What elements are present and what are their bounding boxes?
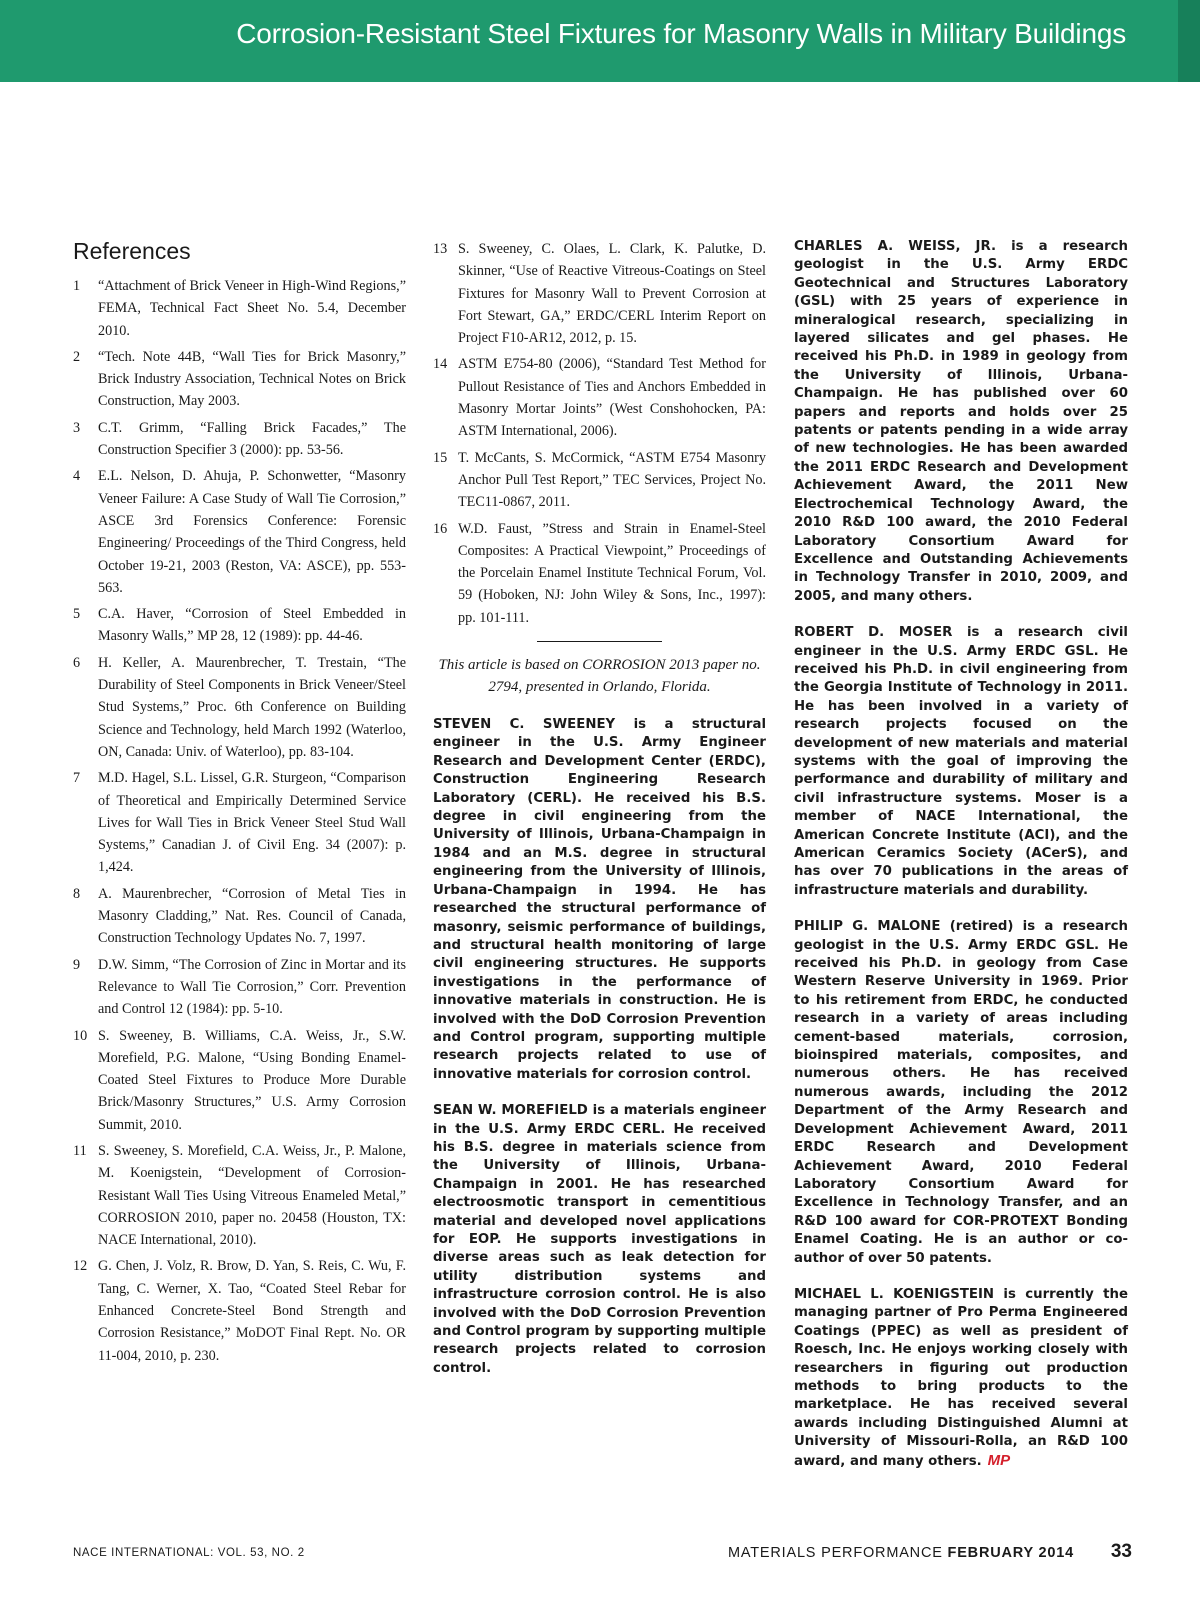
reference-item bbox=[73, 1255, 406, 1366]
author-bio-text: is currently the managing partner of Pro Perma Engineered Coatings (PPEC) as well as president of Roesch, Inc. He enjoys working closely with researchers in figuring out production methods to bring products to the marketplace. He has received several awards including Distinguished Alumni at University of Missouri-Rolla, an R&D 100 award, and many others. bbox=[794, 1286, 1128, 1469]
author-bio-text: is a materials engineer in the U.S. Army ERDC CERL. He received his B.S. degree in materials science from the University of Illinois, Urbana-Champaign in 2001. He has researched electroosmotic transport in cementitious material and developed novel applications for EOP. He supports investigations in diverse areas such as leak detection for utility distribution systems and infrastructure corrosion control. He is also involved with the DoD Corrosion Prevention and Control program by supporting multiple research projects related to corrosion control. bbox=[433, 1103, 766, 1376]
author-name: CHARLES A. WEISS, JR. bbox=[794, 239, 997, 254]
section-divider bbox=[537, 641, 662, 642]
author-name: ROBERT D. MOSER bbox=[794, 625, 953, 641]
reference-number: 8 bbox=[73, 885, 81, 902]
reference-list-part-1 bbox=[73, 275, 406, 1367]
reference-text: ASTM E754-80 (2006), “Standard Test Method for Pullout Resistance of Ties and Anchors Embedded in Masonry Mortar Joints” (West Conshohocken, PA: ASTM International, 2006). bbox=[458, 356, 766, 440]
author-bio bbox=[433, 716, 766, 1084]
references-column-2 bbox=[433, 238, 766, 1396]
reference-item bbox=[433, 518, 766, 629]
author-bio bbox=[794, 918, 1128, 1268]
reference-text: “Tech. Note 44B, “Wall Ties for Brick Masonry,” Brick Industry Association, Technical Notes on Brick Construction, May 2003. bbox=[98, 348, 406, 410]
footer-magazine-name: MATERIALS PERFORMANCE bbox=[727, 1545, 943, 1561]
reference-number: 7 bbox=[73, 770, 81, 787]
reference-number: 3 bbox=[73, 419, 81, 436]
author-bio-text: is a research civil engineer in the U.S. Army ERDC GSL. He received his Ph.D. in civil engineering from the Georgia Institute of Technology in 2011. He has been involved in a variety of research projects focused on the development of new materials and material systems with the goal of improving the performance and durability of military and civil infrastructure systems. Moser is a member of NACE International, the American Concrete Institute (ACI), and the American Ceramics Society (ACerS), and has over 70 publications in the areas of infrastructure materials and durability. bbox=[794, 625, 1128, 898]
reference-text: W.D. Faust, ”Stress and Strain in Enamel-Steel Composites: A Practical Viewpoint,” Proceedings of the Porcelain Enamel Institute Technical Forum, Vol. 59 (Hoboken, NJ: John Wiley & Sons, Inc., 1997): pp. 101-111. bbox=[458, 520, 766, 626]
reference-item bbox=[73, 883, 406, 950]
article-note: This article is based on CORROSION 2013 paper no. 2794, presented in Orlando, Florida. bbox=[438, 657, 761, 696]
reference-item bbox=[73, 767, 406, 878]
author-bio-text: is a structural engineer in the U.S. Army Engineer Research and Development Center (ERDC), Construction Engineering Research Laboratory (CERL). He received his B.S. degree in civil engineering from the University of Illinois, Urbana-Champaign in 1984 and an M.S. degree in structural engineering from the University of Illinois, Urbana-Champaign in 1994. He has researched the structural performance of masonry, seismic performance of buildings, and structural health monitoring of large civil engineering structures. He supports investigations in the performance of innovative materials in construction. He is involved with the DoD Corrosion Prevention and Control program, supporting multiple research projects related to use of innovative materials for corrosion control. bbox=[433, 717, 767, 1082]
reference-number: 1 bbox=[73, 278, 81, 294]
banner-edge bbox=[1178, 0, 1200, 82]
footer-issue bbox=[728, 1545, 1074, 1561]
author-bio-text: (retired) is a research geologist in the U.S. Army ERDC GSL. He received his Ph.D. in geology from Case Western Reserve University in 1969. Prior to his retirement from ERDC, he conducted research in a variety of areas including cement-based materials, corrosion, bioinspired materials, composites, and numerous others. He has received numerous awards, including the 2012 Department of the Army Research and Development Achievement Award, 2011 ERDC Research and Development Achievement Award, 2010 Federal Laboratory Consortium Award for Excellence in Technology Transfer, and an R&D 100 award for COR-PROTEXT Bonding Enamel Coating. He is an author or co-author of over 50 patents. bbox=[794, 919, 1128, 1266]
author-bios-column bbox=[794, 238, 1128, 1489]
reference-text: S. Sweeney, C. Olaes, L. Clark, K. Palutke, D. Skinner, “Use of Reactive Vitreous-Coatings on Steel Fixtures for Masonry Wall to Prevent Corrosion at Fort Stewart, GA,” ERDC/CERL Interim Report on Project F10-AR12, 2012, p. 15. bbox=[458, 241, 766, 347]
reference-text: T. McCants, S. McCormick, “ASTM E754 Masonry Anchor Pull Test Report,” TEC Services, Project No. TEC11-0867, 2011. bbox=[458, 449, 766, 511]
reference-item bbox=[73, 954, 406, 1021]
reference-text: E.L. Nelson, D. Ahuja, P. Schonwetter, “Masonry Veneer Failure: A Case Study of Wall Tie Corrosion,” ASCE 3rd Forensics Conference: Forensic Engineering/ Proceedings of the Third Congress, held October 19-21, 2003 (Reston, VA: ASCE), pp. 553-563. bbox=[98, 468, 406, 596]
reference-number: 4 bbox=[73, 468, 81, 485]
reference-number: 6 bbox=[73, 654, 81, 671]
reference-item bbox=[433, 447, 766, 514]
reference-item bbox=[73, 1140, 406, 1251]
reference-item bbox=[73, 346, 406, 413]
reference-item bbox=[73, 603, 406, 648]
reference-item bbox=[433, 353, 766, 442]
reference-item bbox=[433, 238, 766, 349]
reference-list-part-2 bbox=[433, 238, 766, 629]
reference-number: 11 bbox=[73, 1142, 87, 1159]
page-number: 33 bbox=[1110, 1541, 1132, 1562]
reference-number: 14 bbox=[433, 356, 448, 373]
reference-number: 13 bbox=[433, 241, 448, 257]
reference-item bbox=[73, 1025, 406, 1136]
reference-text: H. Keller, A. Maurenbrecher, T. Trestain, “The Durability of Steel Components in Brick Veneer/Steel Stud Systems,” Proc. 6th Conference on Building Science and Technology, held March 1992 (Waterloo, ON, Canada: Univ. of Waterloo), pp. 83-104. bbox=[98, 654, 406, 760]
author-name: STEVEN C. SWEENEY bbox=[433, 717, 616, 733]
author-bios-part-2 bbox=[794, 238, 1128, 1471]
reference-text: A. Maurenbrecher, “Corrosion of Metal Ties in Masonry Cladding,” Nat. Res. Council of Canada, Construction Technology Updates No. 7, 1997. bbox=[98, 885, 406, 947]
reference-number: 12 bbox=[73, 1258, 88, 1275]
reference-text: “Attachment of Brick Veneer in High-Wind Regions,” FEMA, Technical Fact Sheet No. 5.4, December 2010. bbox=[98, 278, 406, 339]
reference-text: S. Sweeney, S. Morefield, C.A. Weiss, Jr., P. Malone, M. Koenigstein, “Development of Corrosion-Resistant Wall Ties Using Vitreous Enameled Metal,” CORROSION 2010, paper no. 20458 (Houston, TX: NACE International, 2010). bbox=[98, 1142, 406, 1249]
reference-number: 2 bbox=[73, 348, 81, 365]
reference-text: M.D. Hagel, S.L. Lissel, G.R. Sturgeon, “Comparison of Theoretical and Empirically Determined Service Lives for Wall Ties in Brick Veneer Steel Stud Wall Systems,” Canadian J. of Civil Eng. 34 (2007): p. 1,424. bbox=[98, 770, 406, 876]
reference-text: C.T. Grimm, “Falling Brick Facades,” The Construction Specifier 3 (2000): pp. 53-56. bbox=[98, 419, 406, 459]
reference-text: C.A. Haver, “Corrosion of Steel Embedded in Masonry Walls,” MP 28, 12 (1989): pp. 44-46. bbox=[98, 606, 406, 645]
reference-number: 10 bbox=[73, 1027, 88, 1044]
reference-item bbox=[73, 465, 406, 599]
author-bio bbox=[794, 238, 1128, 606]
author-bios-part-1 bbox=[433, 716, 766, 1378]
reference-number: 16 bbox=[433, 520, 448, 537]
reference-text: S. Sweeney, B. Williams, C.A. Weiss, Jr., S.W. Morefield, P.G. Malone, “Using Bonding Enamel-Coated Steel Fixtures to Produce More Durable Brick/Masonry Structures,” U.S. Army Corrosion Summit, 2010. bbox=[98, 1027, 406, 1133]
author-name: MICHAEL L. KOENIGSTEIN bbox=[794, 1286, 995, 1302]
article-running-title: Corrosion-Resistant Steel Fixtures for Masonry Walls in Military Buildings bbox=[236, 18, 1126, 49]
header-banner bbox=[0, 0, 1200, 82]
reference-item bbox=[73, 652, 406, 763]
reference-text: G. Chen, J. Volz, R. Brow, D. Yan, S. Reis, C. Wu, F. Tang, C. Werner, X. Tao, “Coated Steel Rebar for Enhanced Concrete-Steel Bond Strength and Corrosion Resistance,” MoDOT Final Rept. No. OR 11-004, 2010, p. 230. bbox=[98, 1258, 406, 1364]
author-bio bbox=[794, 1286, 1128, 1471]
author-bio bbox=[433, 1102, 766, 1378]
reference-item bbox=[73, 417, 406, 462]
references-column-1 bbox=[73, 238, 406, 1371]
author-name: SEAN W. MOREFIELD bbox=[433, 1103, 588, 1119]
mp-end-mark-logo: MP bbox=[987, 1451, 1011, 1469]
reference-text: D.W. Simm, “The Corrosion of Zinc in Mortar and its Relevance to Wall Tie Corrosion,” Corr. Prevention and Control 12 (1984): pp. 5-10. bbox=[98, 956, 406, 1018]
reference-number: 5 bbox=[73, 606, 81, 623]
footer-journal-volume: NACE INTERNATIONAL: VOL. 53, NO. 2 bbox=[73, 1547, 305, 1559]
author-bio bbox=[794, 624, 1128, 900]
reference-item bbox=[73, 275, 406, 342]
author-bio-text: is a research geologist in the U.S. Army ERDC Geotechnical and Structures Laboratory (GSL) with 25 years of experience in mineralogical research, specializing in layered silicates and gel phases. He received his Ph.D. in 1989 in geology from the University of Illinois, Urbana-Champaign. He has published over 60 papers and reports and holds over 25 patents or patents pending in a wide array of new technologies. He has been awarded the 2011 ERDC Research and Development Achievement Award, the 2011 New Electrochemical Technology Award, the 2010 R&D 100 award, the 2010 Federal Laboratory Consortium Award for Excellence and Outstanding Achievements in Technology Transfer in 2010, 2009, and 2005, and many others. bbox=[794, 239, 1128, 604]
reference-number: 9 bbox=[73, 956, 81, 973]
references-heading: References bbox=[73, 238, 191, 264]
reference-number: 15 bbox=[433, 449, 448, 466]
footer-issue-date: FEBRUARY 2014 bbox=[947, 1545, 1074, 1561]
author-name: PHILIP G. MALONE bbox=[794, 919, 941, 935]
